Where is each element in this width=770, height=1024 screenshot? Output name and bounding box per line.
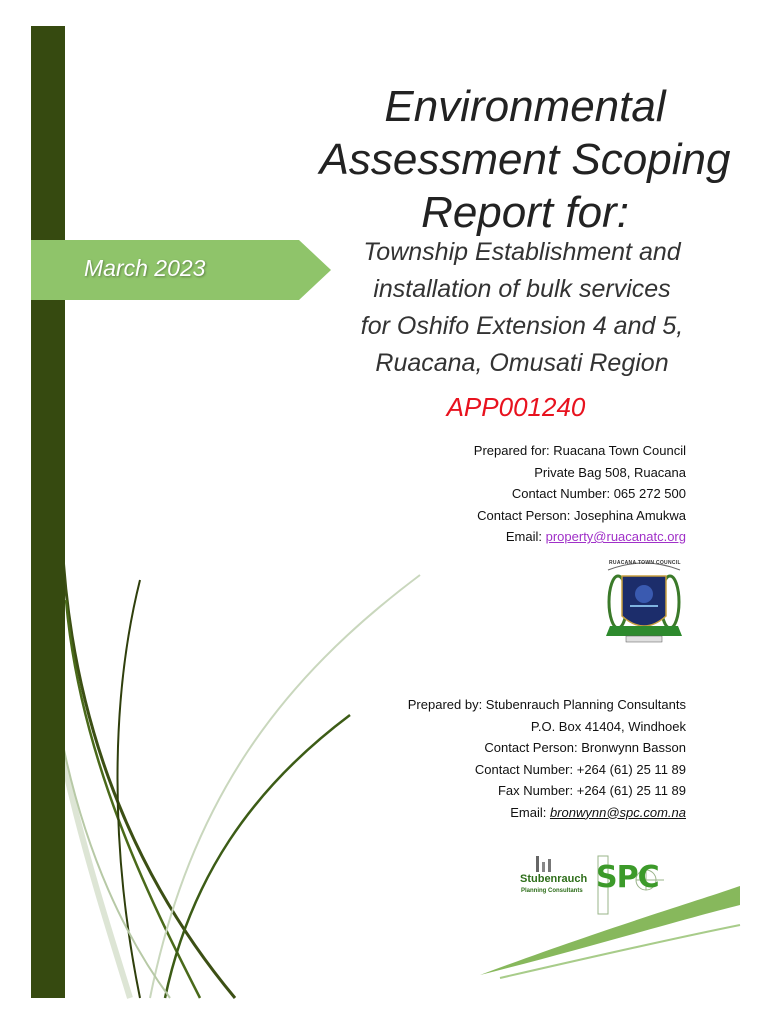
prepared-for-email-row <box>474 526 686 548</box>
prepared-by-email-row <box>408 802 686 824</box>
email-label: Email: <box>505 529 546 544</box>
prepared-by-email-link[interactable]: bronwynn@spc.com.na <box>549 804 686 820</box>
report-title <box>300 80 750 239</box>
prepared-for-contact: Contact Person: Josephina Amukwa <box>477 507 686 523</box>
report-date: March 2023 <box>84 255 206 281</box>
side-stem-bar <box>31 26 65 998</box>
email-label: Email: <box>510 804 550 820</box>
prepared-by-contact: Contact Person: Bronwynn Basson <box>484 740 686 755</box>
subtitle-line: Township Establishment and <box>363 238 681 266</box>
subtitle-line: Ruacana, Omusati Region <box>375 349 669 377</box>
council-crest-logo <box>600 560 688 646</box>
council-logo-caption: RUACANA TOWN COUNCIL <box>609 560 681 566</box>
prepared-for-address: Private Bag 508, Ruacana <box>534 464 686 480</box>
report-subtitle <box>322 234 722 382</box>
title-line: Environmental <box>384 82 666 131</box>
prepared-for-email-link[interactable]: property@ruacanatc.org <box>545 529 686 544</box>
consultant-tagline: Planning Consultants <box>521 888 583 894</box>
prepared-by-line: Prepared by: Stubenrauch Planning Consultants <box>407 697 686 712</box>
prepared-by-fax: Fax Number: +264 (61) 25 11 89 <box>497 783 686 798</box>
spc-acronym: SPC <box>596 860 659 895</box>
prepared-for-line: Prepared for: Ruacana Town Council <box>473 443 686 458</box>
subtitle-line: for Oshifo Extension 4 and 5, <box>360 312 684 340</box>
prepared-for-block <box>474 440 686 548</box>
title-line: Report for: <box>421 188 629 237</box>
prepared-by-phone: Contact Number: +264 (61) 25 11 89 <box>474 761 686 777</box>
subtitle-line: installation of bulk services <box>373 275 671 303</box>
application-number: APP001240 <box>446 392 586 422</box>
consultant-name: Stubenrauch <box>520 873 588 885</box>
prepared-by-address: P.O. Box 41404, Windhoek <box>530 718 686 734</box>
title-line: Assessment Scoping <box>319 135 731 184</box>
prepared-for-phone: Contact Number: 065 272 500 <box>511 486 686 501</box>
prepared-by-block <box>408 694 686 823</box>
